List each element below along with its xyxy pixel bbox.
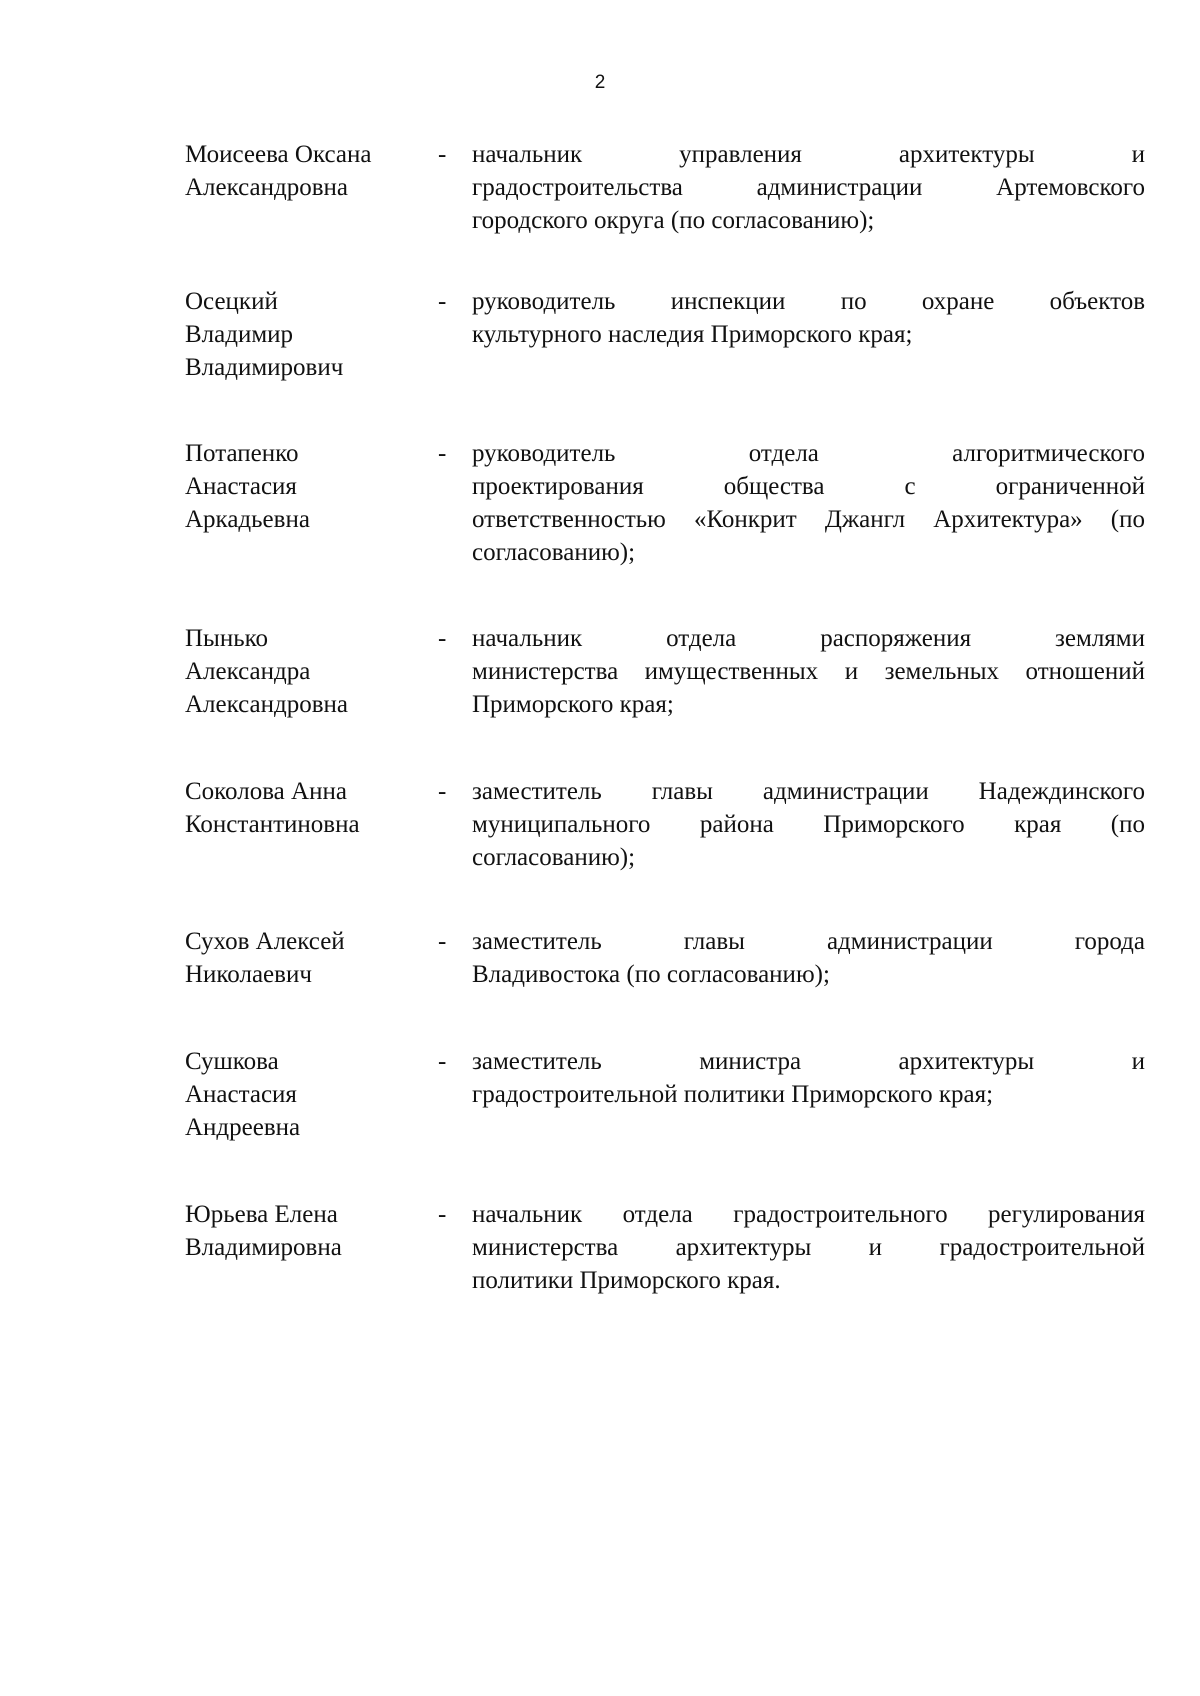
member-name-line: Анастасия [185, 473, 297, 500]
member-name-line: Александра [185, 658, 311, 685]
member-position [472, 437, 1145, 569]
dash-separator: - [438, 778, 447, 805]
member-position [472, 285, 1145, 351]
member-name-line: Пынько [185, 625, 269, 652]
position-line: согласованию); [472, 539, 636, 566]
dash-separator: - [438, 1048, 447, 1075]
page-number: 2 [594, 72, 606, 93]
position-line: заместитель министра архитектуры и [472, 1048, 1145, 1075]
position-line: заместитель главы администрации Надеждинского [472, 778, 1145, 805]
member-name [185, 622, 415, 721]
member-name [185, 138, 415, 204]
position-line: руководитель отдела алгоритмического [472, 440, 1145, 467]
member-name-line: Осецкий [185, 288, 278, 315]
position-line: начальник отдела распоряжения землями [472, 625, 1145, 652]
position-line: культурного наследия Приморского края; [472, 321, 913, 348]
member-name-line: Александровна [185, 691, 349, 718]
position-line: градостроительства администрации Артемовского [472, 174, 1145, 201]
position-line: политики Приморского края. [472, 1267, 781, 1294]
member-name-line: Александровна [185, 174, 349, 201]
member-position [472, 1045, 1145, 1111]
position-line: заместитель главы администрации города [472, 928, 1145, 955]
member-name-line: Владимир [185, 321, 294, 348]
position-line: согласованию); [472, 844, 636, 871]
member-name-line: Николаевич [185, 961, 312, 988]
member-position [472, 925, 1145, 991]
position-line: министерства архитектуры и градостроительной [472, 1234, 1145, 1261]
member-name [185, 285, 415, 384]
member-name-line: Юрьева Елена [185, 1201, 338, 1228]
member-name-line: Сушкова [185, 1048, 279, 1075]
dash-separator: - [438, 440, 447, 467]
member-name [185, 437, 415, 536]
member-name-line: Моисеева Оксана [185, 141, 372, 168]
member-name [185, 775, 415, 841]
dash-separator: - [438, 288, 447, 315]
member-position [472, 775, 1145, 874]
position-line: Приморского края; [472, 691, 674, 718]
member-position [472, 1198, 1145, 1297]
dash-separator: - [438, 928, 447, 955]
dash-separator: - [438, 1201, 447, 1228]
member-name [185, 1045, 415, 1144]
position-line: городского округа (по согласованию); [472, 207, 875, 234]
position-line: муниципального района Приморского края (по [472, 811, 1145, 838]
position-line: министерства имущественных и земельных отношений [472, 658, 1145, 685]
member-name [185, 1198, 415, 1264]
dash-separator: - [438, 141, 447, 168]
member-name-line: Константиновна [185, 811, 360, 838]
member-name-line: Владимирович [185, 354, 344, 381]
position-line: градостроительной политики Приморского края; [472, 1081, 994, 1108]
member-position [472, 622, 1145, 721]
member-name-line: Сухов Алексей [185, 928, 345, 955]
member-name-line: Владимировна [185, 1234, 342, 1261]
member-name-line: Соколова Анна [185, 778, 347, 805]
member-name-line: Аркадьевна [185, 506, 310, 533]
position-line: начальник управления архитектуры и [472, 141, 1145, 168]
member-name [185, 925, 415, 991]
member-name-line: Потапенко [185, 440, 299, 467]
position-line: ответственностью «Конкрит Джангл Архитектура» (по [472, 506, 1145, 533]
position-line: начальник отдела градостроительного регулирования [472, 1201, 1145, 1228]
member-name-line: Анастасия [185, 1081, 297, 1108]
dash-separator: - [438, 625, 447, 652]
member-position [472, 138, 1145, 237]
position-line: проектирования общества с ограниченной [472, 473, 1145, 500]
position-line: Владивостока (по согласованию); [472, 961, 830, 988]
position-line: руководитель инспекции по охране объектов [472, 288, 1145, 315]
member-name-line: Андреевна [185, 1114, 301, 1141]
